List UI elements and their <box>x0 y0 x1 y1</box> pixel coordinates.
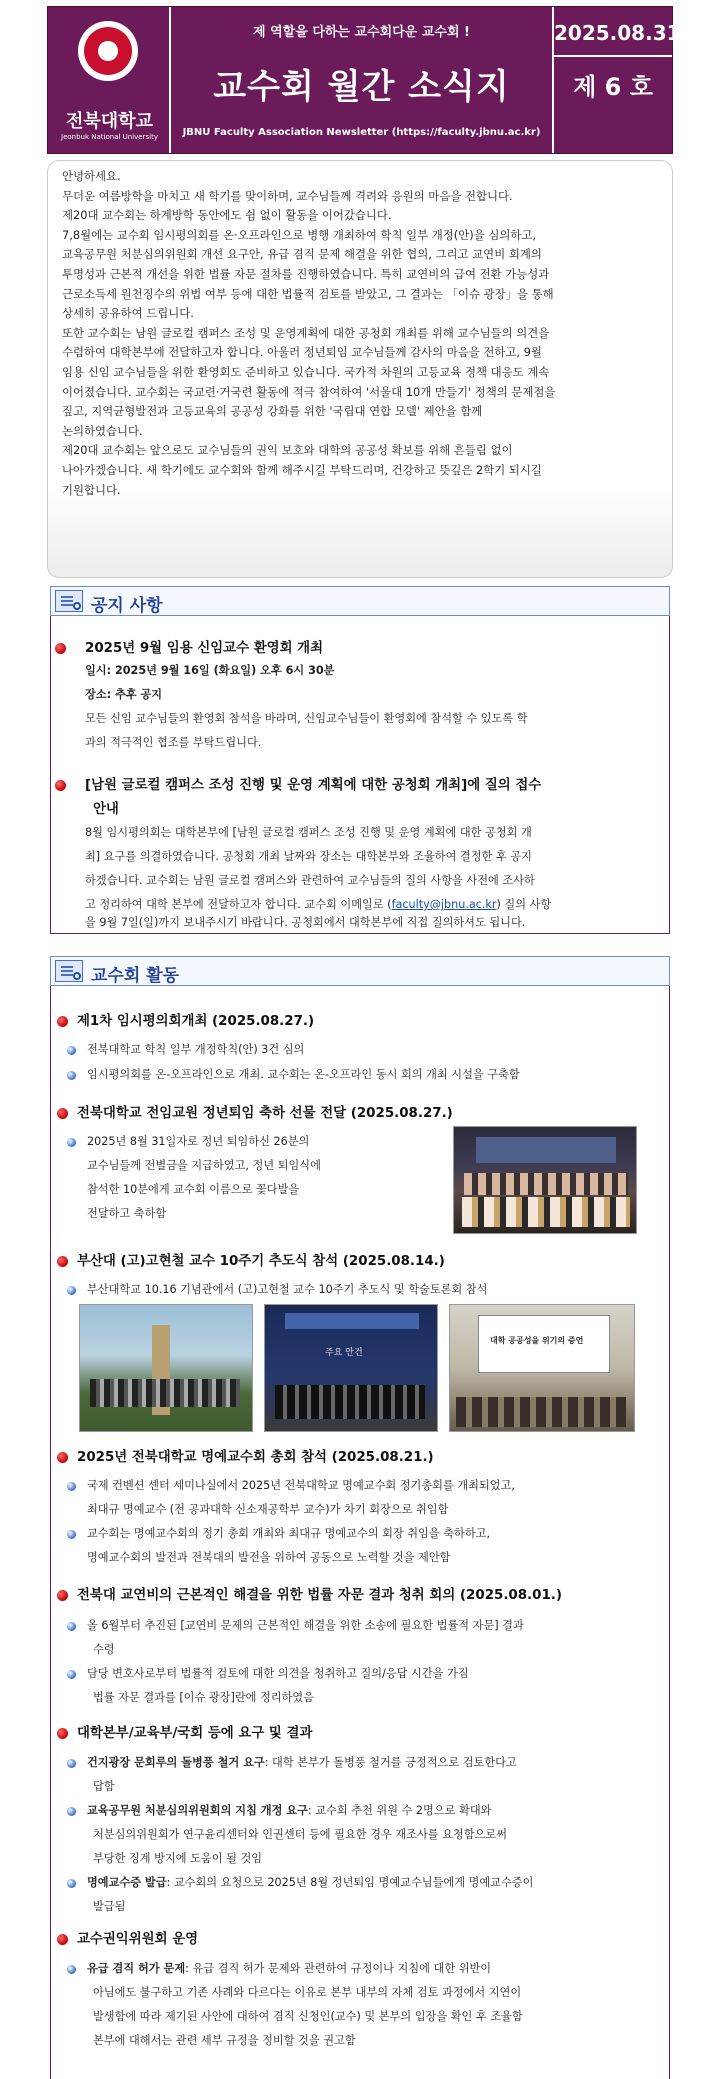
bullet-icon <box>57 1108 68 1119</box>
sub-bullet-icon <box>67 1046 76 1055</box>
greeting-line: 교육공무원 처분심의위원회 개선 요구안, 유급 겸직 문제 해결을 위한 협의, 그리고 교연비 회계의 <box>62 247 542 262</box>
activity-text: 2025년 8월 31일자로 정년 퇴임하신 26분의 <box>87 1135 310 1148</box>
issue-number: 제 6 호 <box>573 73 653 101</box>
greeting-line: 근로소득세 원천징수의 위법 여부 등에 대한 법률적 검토를 받았고, 그 결과는 「이슈 광장」을 통해 <box>62 286 554 301</box>
bullet-icon <box>57 1728 68 1739</box>
sub-bullet-icon <box>67 1530 76 1539</box>
notice-item-text: 모든 신임 교수님들의 환영회 참석을 바라며, 신임교수님들이 환영회에 참석할 수 있도록 학 <box>85 712 528 725</box>
activity-text-segment: : 대학 본부가 돌병풍 철거를 긍정적으로 검토한다고 <box>264 1756 517 1769</box>
greeting-box <box>47 160 673 578</box>
greeting-line: 짚고, 지역균형발전과 고등교육의 공공성 강화를 위한 '국립대 연합 모델' 제안을 함께 <box>62 404 483 419</box>
notice-item-text <box>85 896 551 912</box>
notice-item-when: 일시: 2025년 9월 16일 (화요일) 오후 6시 30분 <box>85 664 335 677</box>
activity-text: 처분심의위원회가 연구윤리센터와 인권센터 등에 필요한 경우 재조사를 요청함으로써 <box>93 1828 507 1841</box>
activity-text <box>87 1960 491 1976</box>
notice-item-where: 장소: 추후 공지 <box>85 688 163 701</box>
bullet-icon <box>55 643 66 654</box>
greeting-line: 수렴하여 대학본부에 전달하고자 합니다. 아울러 정년퇴임 교수님들께 감사의 마음을 전하고, 9월 <box>62 345 542 360</box>
header-slogan: 제 역할을 다하는 교수회다운 교수회 ! <box>253 25 470 40</box>
activity-text: 답함 <box>93 1780 115 1793</box>
bullet-icon <box>57 1590 68 1601</box>
activity-title: 전북대 교연비의 근본적인 해결을 위한 법률 자문 결과 청취 회의 (2025.08.01.) <box>77 1588 562 1603</box>
sub-bullet-icon <box>67 1286 76 1295</box>
bullet-icon <box>57 1452 68 1463</box>
activity-text: 수령 <box>93 1643 115 1656</box>
bullet-icon <box>57 1256 68 1267</box>
divider <box>554 55 672 57</box>
university-name: 전북대학교 <box>66 111 153 132</box>
activity-text: 교수님들께 전별금을 지급하였고, 정년 퇴임식에 <box>87 1159 321 1172</box>
activity-text: 최대규 명예교수 (전 공과대학 신소재공학부 교수)가 차기 회장으로 취임함 <box>87 1503 449 1516</box>
activity-text: 법률 자문 결과를 [이슈 광장]란에 정리하였음 <box>93 1691 315 1704</box>
activity-text: 담당 변호사로부터 법률적 검토에 대한 의견을 청취하고 질의/응답 시간을 가짐 <box>87 1667 469 1680</box>
notice-text-segment: ) 질의 사항 <box>496 898 552 911</box>
notice-section-box <box>50 616 670 934</box>
activity-title: 전북대학교 전임교원 정년퇴임 축하 선물 전달 (2025.08.27.) <box>77 1106 453 1121</box>
photo-caption: 대학 공공성을 위기의 증언 <box>490 1336 584 1345</box>
email-link[interactable]: faculty@jbnu.ac.kr <box>391 898 497 911</box>
notice-item-title: 2025년 9월 임용 신임교수 환영회 개최 <box>85 641 324 656</box>
greeting-line: 제20대 교수회는 하계방학 동안에도 쉼 없이 활동을 이어갔습니다. <box>62 208 392 223</box>
greeting-line: 나아가겠습니다. 새 학기에도 교수회와 함께 해주시길 부탁드리며, 건강하고 뜻깊은 2학기 되시길 <box>62 462 542 477</box>
newsletter-title: 교수회 월간 소식지 <box>213 67 510 107</box>
greeting-line: 기원합니다. <box>62 482 121 497</box>
newsletter-subtitle[interactable]: JBNU Faculty Association Newsletter (https://faculty.jbnu.ac.kr) <box>182 127 541 138</box>
notice-item-text: 하겠습니다. 교수회는 남원 글로컬 캠퍼스와 관련하여 교수님들의 질의 사항을 사전에 조사하 <box>85 874 535 887</box>
sub-bullet-icon <box>67 1622 76 1631</box>
activity-text: 본부에 대해서는 관련 세부 규정을 정비할 것을 권고함 <box>93 2034 356 2047</box>
sub-bullet-icon <box>67 1759 76 1768</box>
activities-magnifier-icon <box>55 960 83 982</box>
activity-keyword: 명예교수증 발급 <box>87 1876 167 1889</box>
activity-text <box>87 1874 533 1890</box>
activity-text: 발급됨 <box>93 1900 126 1913</box>
university-name-en: Jeonbuk National University <box>61 133 158 141</box>
sub-bullet-icon <box>67 1482 76 1491</box>
activity-text-segment: : 유급 겸직 허가 문제와 관련하여 규정이나 지침에 대한 위반이 <box>185 1962 492 1975</box>
greeting-line: 7,8월에는 교수회 임시평의회를 온·오프라인으로 병행 개최하여 학칙 일부 개정(안)을 심의하고, <box>62 227 536 242</box>
notice-item-text: 최] 요구를 의결하였습니다. 공청회 개최 날짜와 장소는 대학본부와 조율하여 결정한 후 공지 <box>85 850 532 863</box>
notice-magnifier-icon <box>55 590 83 612</box>
activity-title: 제1차 임시평의회개최 (2025.08.27.) <box>77 1014 315 1029</box>
activity-keyword: 교육공무원 처분심의위원회의 지침 개정 요구 <box>87 1804 308 1817</box>
activity-text-segment: : 교수회 추천 위원 수 2명으로 확대와 <box>307 1804 492 1817</box>
greeting-line: 상세히 공유하여 드립니다. <box>62 306 194 321</box>
newsletter-header <box>47 6 689 154</box>
activities-section-heading <box>50 956 670 986</box>
notice-item-title: 안내 <box>93 802 119 817</box>
activities-section-box <box>50 986 670 2079</box>
section-title: 공지 사항 <box>91 596 163 616</box>
greeting-line: 제20대 교수회는 앞으로도 교수님들의 권익 보호와 대학의 공공성 확보를 위해 흔들림 없이 <box>62 443 513 458</box>
activity-title: 2025년 전북대학교 명예교수회 총회 참석 (2025.08.21.) <box>77 1450 434 1465</box>
sub-bullet-icon <box>67 1965 76 1974</box>
greeting-line: 무더운 여름방학을 마치고 새 학기를 맞이하며, 교수님들께 격려와 응원의 마음을 전합니다. <box>62 188 513 203</box>
retirement-ceremony-photo <box>453 1126 637 1234</box>
bullet-icon <box>57 1934 68 1945</box>
notice-item-text: 8월 임시평의회는 대학본부에 [남원 글로컬 캠퍼스 조성 진행 및 운영 계획에 대한 공청회 개 <box>85 826 532 839</box>
activity-text: 발생함에 따라 제기된 사안에 대하여 겸직 신청인(교수) 및 본부의 입장을 확인 후 조율함 <box>93 2010 523 2023</box>
activity-title: 부산대 (고)고현철 교수 10주기 추도식 참석 (2025.08.14.) <box>77 1254 445 1269</box>
notice-text-segment: 고 정리하여 대학 본부에 전달하고자 합니다. 교수회 이메일로 ( <box>85 898 392 911</box>
sub-bullet-icon <box>67 1670 76 1679</box>
activity-text: 부산대학교 10.16 기념관에서 (고)고현철 교수 10주기 추도식 및 학술토론회 참석 <box>87 1283 488 1296</box>
bullet-icon <box>55 780 66 791</box>
notice-item-text: 을 9월 7일(일)까지 보내주시기 바랍니다. 공청회에서 대학본부에 직접 질의하셔도 됩니다. <box>85 916 526 929</box>
activity-text: 전달하고 축하함 <box>87 1207 167 1220</box>
activity-keyword: 유급 겸직 허가 문제 <box>87 1962 186 1975</box>
activity-keyword: 건지광장 문회루의 돌병풍 철거 요구 <box>87 1756 265 1769</box>
activity-text: 국제 컨벤션 센터 세미나실에서 2025년 전북대학교 명예교수회 정기총회를 개최되었고, <box>87 1479 515 1492</box>
photo-caption: 주요 안건 <box>325 1348 363 1358</box>
sub-bullet-icon <box>67 1807 76 1816</box>
bullet-icon <box>57 1016 68 1027</box>
greeting-line: 이어졌습니다. 교수회는 국교련·거국련 활동에 적극 참여하여 '서울대 10개 만들기' 정책의 문제점을 <box>62 384 556 399</box>
sub-bullet-icon <box>67 1138 76 1147</box>
greeting-line: 논의하였습니다. <box>62 423 143 438</box>
sub-bullet-icon <box>67 1071 76 1080</box>
sub-bullet-icon <box>67 1879 76 1888</box>
memorial-ceremony-photo <box>79 1304 253 1432</box>
activity-text: 교수회는 명예교수회의 정기 총회 개최와 최대규 명예교수의 회장 취임을 축하하고, <box>87 1527 491 1540</box>
activity-text <box>87 1754 517 1770</box>
activity-text-segment: : 교수회의 요청으로 2025년 8월 정년퇴임 명예교수님들에게 명예교수증이 <box>166 1876 534 1889</box>
university-logo-block <box>48 7 171 153</box>
activity-text: 참석한 10분에게 교수회 이름으로 꽃다발을 <box>87 1183 300 1196</box>
activity-text: 전북대학교 학칙 일부 개정학칙(안) 3건 심의 <box>87 1043 305 1056</box>
memorial-forum-stage-photo <box>264 1304 438 1432</box>
issue-info-block <box>552 7 689 153</box>
university-seal-icon <box>78 21 138 81</box>
notice-item-title: [남원 글로컬 캠퍼스 조성 진행 및 운영 계획에 대한 공청회 개최]에 질의 접수 <box>85 778 542 793</box>
greeting-line: 안녕하세요. <box>62 169 121 183</box>
greeting-line: 임용 신임 교수님들을 위한 환영회도 준비하고 있습니다. 국가적 차원의 고등교육 정책 대응도 계속 <box>62 364 550 379</box>
notice-item-text: 과의 적극적인 협조를 부탁드립니다. <box>85 736 262 749</box>
header-title-block <box>171 7 552 153</box>
activity-text: 아님에도 불구하고 기존 사례와 다르다는 이유로 본부 내부의 자체 검토 과정에서 지연이 <box>93 1986 522 1999</box>
activity-text: 올 6월부터 추진된 [교연비 문제의 근본적인 해결을 위한 소송에 필요한 법률적 자문] 결과 <box>87 1619 524 1632</box>
activity-text: 부당한 징계 방지에 도움이 될 것임 <box>93 1852 263 1865</box>
activity-title: 교수권익위원회 운영 <box>77 1932 199 1947</box>
section-title: 교수회 활동 <box>91 966 180 986</box>
greeting-line: 투명성과 근본적 개선을 위한 법률 자문 절차를 진행하였습니다. 특히 교연비의 급여 전환 가능성과 <box>62 266 550 281</box>
issue-date: 2025.08.31. <box>554 21 689 45</box>
activity-text: 임시평의회를 온-오프라인으로 개최. 교수회는 온-오프라인 동시 회의 개최 시설을 구축함 <box>87 1068 520 1081</box>
activity-text <box>87 1802 491 1818</box>
activity-title: 대학본부/교육부/국회 등에 요구 및 결과 <box>77 1726 313 1741</box>
greeting-line: 또한 교수회는 남원 글로컬 캠퍼스 조성 및 운영계획에 대한 공청회 개최를 위해 교수님들의 의견을 <box>62 325 550 340</box>
notice-section-heading <box>50 586 670 616</box>
activity-text: 명예교수회의 발전과 전북대의 발전을 위하여 공동으로 노력할 것을 제안함 <box>87 1551 451 1564</box>
memorial-forum-lecture-photo <box>449 1304 635 1432</box>
